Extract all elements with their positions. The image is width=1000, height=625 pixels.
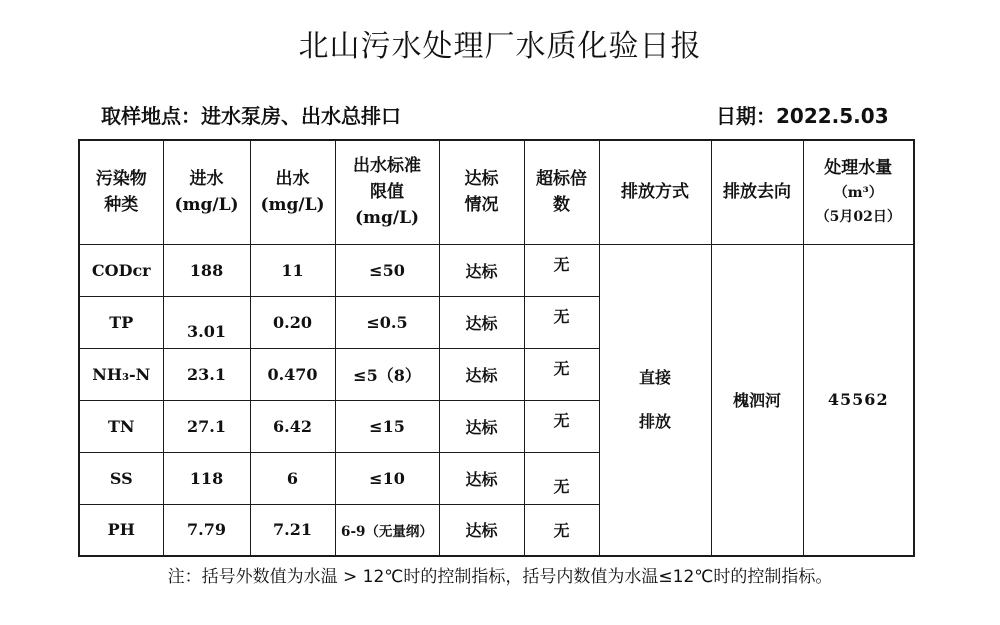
cell-limit: ≤50: [335, 244, 439, 296]
header-exceed-multiple: [524, 140, 599, 244]
header-line: 排放去向: [723, 182, 791, 203]
cell-status: 达标: [439, 244, 524, 296]
cell-exceed: 无: [524, 452, 599, 504]
header-line: 达标: [464, 168, 499, 189]
header-treated-volume: [803, 140, 914, 244]
header-outlet: [250, 140, 335, 244]
header-line: 出水: [275, 168, 310, 189]
cell-inlet: 188: [163, 244, 250, 296]
header-line: （5月02日）: [815, 209, 901, 226]
cell-limit: ≤0.5: [335, 296, 439, 348]
header-pollutant-type: [79, 140, 163, 244]
cell-limit: ≤10: [335, 452, 439, 504]
cell-status: 达标: [439, 452, 524, 504]
cell-treated-volume: 45562: [803, 244, 914, 556]
cell-outlet: 6.42: [250, 400, 335, 452]
header-line: （m³）: [833, 184, 883, 201]
cell-outlet: 7.21: [250, 504, 335, 556]
cell-inlet: 27.1: [163, 400, 250, 452]
cell-exceed: 无: [524, 504, 599, 556]
cell-status: 达标: [439, 400, 524, 452]
discharge-method-line: 排放: [638, 411, 671, 431]
header-inlet: [163, 140, 250, 244]
header-discharge-destination: [711, 140, 803, 244]
cell-outlet: 0.470: [250, 348, 335, 400]
page-title: 北山污水处理厂水质化验日报: [298, 29, 702, 64]
cell-pollutant: TN: [79, 400, 163, 452]
cell-status: 达标: [439, 296, 524, 348]
header-line: 情况: [464, 195, 499, 216]
header-compliance: [439, 140, 524, 244]
cell-limit: ≤5（8）: [335, 348, 439, 400]
footnote: 注：括号外数值为水温 > 12℃时的控制指标，括号内数值为水温≤12℃时的控制指标。: [167, 567, 833, 587]
cell-exceed: 无: [524, 296, 599, 348]
water-quality-table: [78, 139, 915, 557]
header-line: 数: [553, 195, 570, 216]
cell-pollutant: PH: [79, 504, 163, 556]
cell-exceed: 无: [524, 400, 599, 452]
cell-status: 达标: [439, 504, 524, 556]
header-line: 污染物: [95, 168, 147, 189]
discharge-method-line: 直接: [638, 367, 671, 387]
cell-exceed: 无: [524, 244, 599, 296]
table-row-codcr: [79, 244, 914, 296]
header-line: 进水: [189, 168, 224, 189]
header-line: (mg/L): [354, 208, 420, 229]
header-line: 排放方式: [621, 182, 689, 203]
header-line: 出水标准: [353, 155, 421, 176]
cell-exceed: 无: [524, 348, 599, 400]
cell-outlet: 11: [250, 244, 335, 296]
header-line: (mg/L): [260, 195, 325, 216]
cell-inlet: 7.79: [163, 504, 250, 556]
header-line: 超标倍: [536, 168, 587, 189]
cell-status: 达标: [439, 348, 524, 400]
header-line: 限值: [370, 182, 404, 203]
header-discharge-method: [599, 140, 711, 244]
cell-pollutant: CODcr: [79, 244, 163, 296]
cell-limit: 6-9（无量纲）: [335, 504, 439, 556]
cell-discharge-method: [599, 244, 711, 556]
cell-inlet: 3.01: [163, 296, 250, 348]
cell-pollutant: SS: [79, 452, 163, 504]
cell-inlet: 118: [163, 452, 250, 504]
cell-limit: ≤15: [335, 400, 439, 452]
cell-outlet: 6: [250, 452, 335, 504]
cell-outlet: 0.20: [250, 296, 335, 348]
header-line: 处理水量: [824, 157, 893, 178]
cell-pollutant: NH₃-N: [79, 348, 163, 400]
header-line: 种类: [104, 195, 139, 216]
sampling-location: 取样地点：进水泵房、出水总排口: [101, 104, 401, 128]
cell-inlet: 23.1: [163, 348, 250, 400]
cell-discharge-destination: 槐泗河: [711, 244, 803, 556]
header-outlet-limit: [335, 140, 439, 244]
cell-pollutant: TP: [79, 296, 163, 348]
report-date: 日期：2022.5.03: [716, 104, 889, 128]
table-header-row: [79, 140, 914, 244]
header-line: (mg/L): [174, 195, 239, 216]
